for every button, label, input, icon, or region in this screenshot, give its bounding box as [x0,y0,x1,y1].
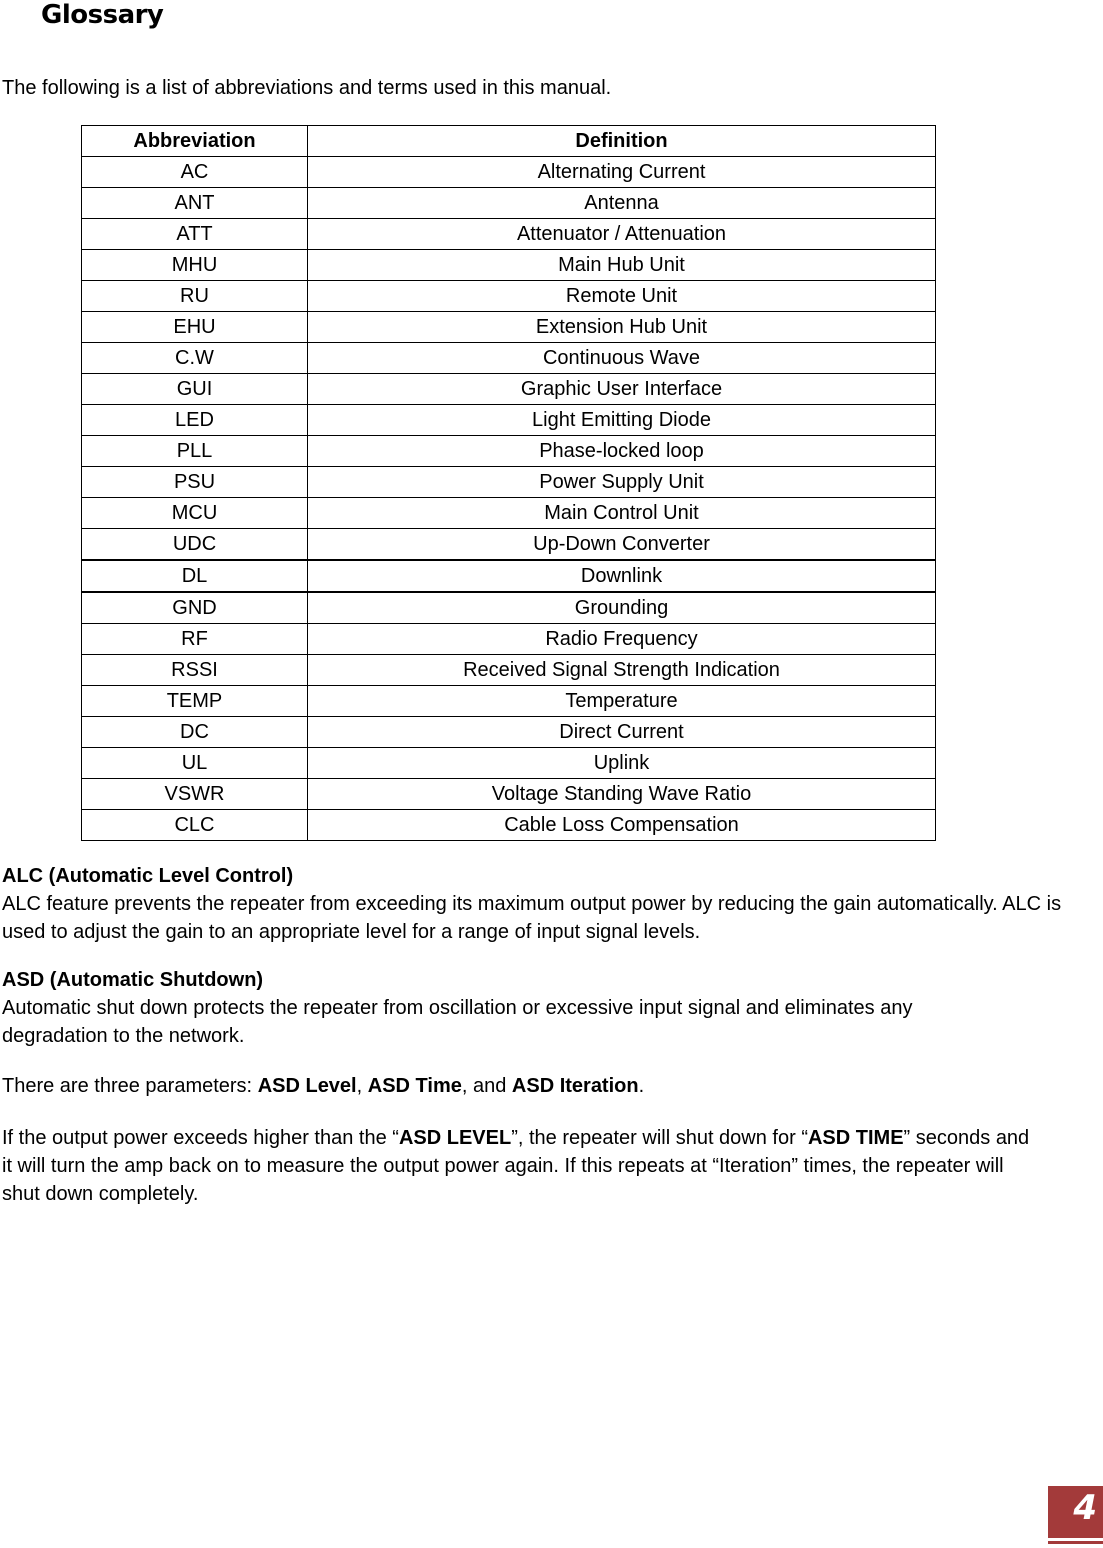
glossary-table [81,125,936,841]
asd-param-level: ASD Level [257,1075,357,1097]
abbreviation-cell: RU [82,281,308,312]
asd-param-time: ASD Time [367,1075,462,1097]
definition-cell: Uplink [308,748,936,779]
asd-explanation [2,1124,1042,1208]
asd-explain-part2: ”, the repeater will shut down for “ [511,1127,808,1149]
asd-explain-level: ASD LEVEL [398,1127,512,1149]
abbreviation-cell: DL [82,560,308,592]
table-row [82,686,936,717]
header-definition: Definition [308,126,936,157]
abbreviation-cell: PSU [82,467,308,498]
table-row [82,343,936,374]
definition-cell: Main Hub Unit [308,250,936,281]
table-row [82,748,936,779]
table-header-row [82,126,936,157]
definition-cell: Main Control Unit [308,498,936,529]
definition-cell: Remote Unit [308,281,936,312]
definition-cell: Graphic User Interface [308,374,936,405]
abbreviation-cell: VSWR [82,779,308,810]
abbreviation-cell: MCU [82,498,308,529]
table-row [82,498,936,529]
table-row [82,655,936,686]
asd-params-sep1: , [356,1075,368,1097]
asd-params-prefix: There are three parameters: [2,1075,258,1097]
asd-parameters [2,1072,1062,1100]
definition-cell: Received Signal Strength Indication [308,655,936,686]
definition-cell: Up-Down Converter [308,529,936,561]
asd-text: Automatic shut down protects the repeater from oscillation or excessive input signal and eliminates any degradation to the network. [2,997,913,1047]
alc-heading: ALC (Automatic Level Control) [2,865,294,887]
abbreviation-cell: DC [82,717,308,748]
table-row [82,592,936,624]
table-row [82,436,936,467]
abbreviation-cell: RF [82,624,308,655]
definition-cell: Radio Frequency [308,624,936,655]
alc-text: ALC feature prevents the repeater from exceeding its maximum output power by reducing the gain automatically. ALC is used to adjust the gain to an appropriate level for a range of input signal levels. [2,893,1062,943]
definition-cell: Alternating Current [308,157,936,188]
alc-section [2,862,1062,946]
intro-text: The following is a list of abbreviations and terms used in this manual. [2,77,612,99]
abbreviation-cell: ANT [82,188,308,219]
abbreviation-cell: CLC [82,810,308,841]
asd-section [2,966,1062,1050]
definition-cell: Grounding [308,592,936,624]
asd-explain-part1: If the output power exceeds higher than the “ [2,1127,399,1149]
table-row [82,529,936,561]
page-number: 4 [1048,1486,1103,1538]
abbreviation-cell: GUI [82,374,308,405]
definition-cell: Direct Current [308,717,936,748]
definition-cell: Light Emitting Diode [308,405,936,436]
table-row [82,374,936,405]
definition-cell: Extension Hub Unit [308,312,936,343]
definition-cell: Antenna [308,188,936,219]
table-row [82,810,936,841]
abbreviation-cell: PLL [82,436,308,467]
table-row [82,188,936,219]
table-row [82,219,936,250]
abbreviation-cell: MHU [82,250,308,281]
table-row [82,467,936,498]
table-row [82,560,936,592]
definition-cell: Cable Loss Compensation [308,810,936,841]
abbreviation-cell: TEMP [82,686,308,717]
table-row [82,779,936,810]
page-number-underline [1048,1541,1103,1544]
abbreviation-cell: ATT [82,219,308,250]
asd-param-iteration: ASD Iteration [511,1075,639,1097]
abbreviation-cell: UL [82,748,308,779]
asd-explain-time: ASD TIME [807,1127,904,1149]
table-row [82,717,936,748]
definition-cell: Continuous Wave [308,343,936,374]
page-title: Glossary [41,0,164,30]
abbreviation-cell: UDC [82,529,308,561]
table-row [82,281,936,312]
abbreviation-cell: LED [82,405,308,436]
definition-cell: Downlink [308,560,936,592]
definition-cell: Voltage Standing Wave Ratio [308,779,936,810]
definition-cell: Attenuator / Attenuation [308,219,936,250]
header-abbreviation: Abbreviation [82,126,308,157]
abbreviation-cell: C.W [82,343,308,374]
table-row [82,624,936,655]
abbreviation-cell: RSSI [82,655,308,686]
asd-explain-part3: ” seconds and it will turn the amp back on to measure the output power again. If this repeats at “Iteration” times, the repeater will shut down completely. [2,1127,1030,1205]
asd-params-suffix: . [638,1075,645,1097]
abbreviation-cell: AC [82,157,308,188]
abbreviation-cell: GND [82,592,308,624]
table-row [82,405,936,436]
definition-cell: Power Supply Unit [308,467,936,498]
table-row [82,250,936,281]
table-row [82,157,936,188]
abbreviation-cell: EHU [82,312,308,343]
asd-heading: ASD (Automatic Shutdown) [2,969,264,991]
asd-params-sep2: , and [461,1075,512,1097]
definition-cell: Phase-locked loop [308,436,936,467]
table-row [82,312,936,343]
definition-cell: Temperature [308,686,936,717]
